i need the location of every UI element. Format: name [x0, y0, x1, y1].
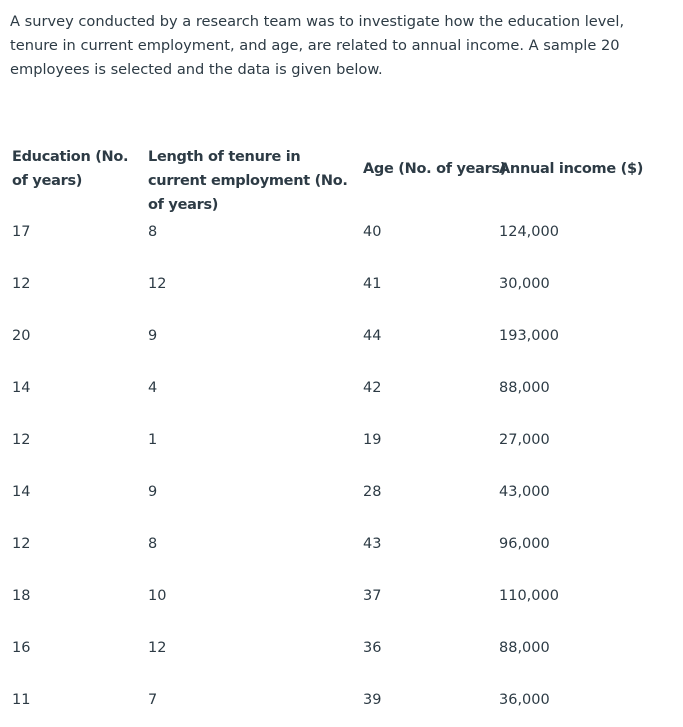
- cell-age: 41: [363, 276, 382, 292]
- cell-income: 30,000: [499, 276, 550, 292]
- table-row: [0, 326, 683, 346]
- header-tenure: Length of tenure in current employment (No. of years): [148, 149, 348, 213]
- table-row: [0, 378, 683, 398]
- cell-tenure: 12: [148, 640, 167, 656]
- table-row: [0, 222, 683, 242]
- cell-tenure: 9: [148, 484, 158, 500]
- cell-education: 14: [12, 380, 31, 396]
- cell-education: 12: [12, 432, 31, 448]
- cell-education: 18: [12, 588, 31, 604]
- cell-age: 28: [363, 484, 382, 500]
- cell-income: 88,000: [499, 380, 550, 396]
- cell-age: 39: [363, 692, 382, 708]
- cell-age: 42: [363, 380, 382, 396]
- cell-education: 14: [12, 484, 31, 500]
- table-row: [0, 690, 683, 710]
- cell-education: 17: [12, 224, 31, 240]
- table-row: [0, 430, 683, 450]
- cell-income: 43,000: [499, 484, 550, 500]
- cell-age: 37: [363, 588, 382, 604]
- cell-age: 40: [363, 224, 382, 240]
- cell-income: 36,000: [499, 692, 550, 708]
- cell-tenure: 8: [148, 224, 158, 240]
- cell-education: 11: [12, 692, 31, 708]
- cell-income: 193,000: [499, 328, 559, 344]
- cell-tenure: 10: [148, 588, 167, 604]
- header-age: Age (No. of years): [363, 161, 507, 177]
- cell-age: 19: [363, 432, 382, 448]
- cell-age: 43: [363, 536, 382, 552]
- cell-tenure: 4: [148, 380, 158, 396]
- cell-education: 12: [12, 276, 31, 292]
- cell-age: 44: [363, 328, 382, 344]
- cell-tenure: 9: [148, 328, 158, 344]
- cell-income: 96,000: [499, 536, 550, 552]
- table-row: [0, 274, 683, 294]
- header-income: Annual income ($): [499, 161, 644, 177]
- cell-income: 88,000: [499, 640, 550, 656]
- cell-education: 16: [12, 640, 31, 656]
- cell-income: 124,000: [499, 224, 559, 240]
- cell-education: 12: [12, 536, 31, 552]
- cell-education: 20: [12, 328, 31, 344]
- cell-income: 110,000: [499, 588, 559, 604]
- cell-tenure: 12: [148, 276, 167, 292]
- intro-paragraph: A survey conducted by a research team was to investigate how the education level, tenure in current employment, and age, are related to annual income. A sample 20 employees is selected and the data is given below.: [10, 13, 625, 78]
- cell-income: 27,000: [499, 432, 550, 448]
- cell-tenure: 1: [148, 432, 158, 448]
- cell-tenure: 8: [148, 536, 158, 552]
- header-education: Education (No. of years): [12, 149, 129, 189]
- table-row: [0, 586, 683, 606]
- cell-tenure: 7: [148, 692, 158, 708]
- table-row: [0, 534, 683, 554]
- table-row: [0, 482, 683, 502]
- cell-age: 36: [363, 640, 382, 656]
- table-row: [0, 638, 683, 658]
